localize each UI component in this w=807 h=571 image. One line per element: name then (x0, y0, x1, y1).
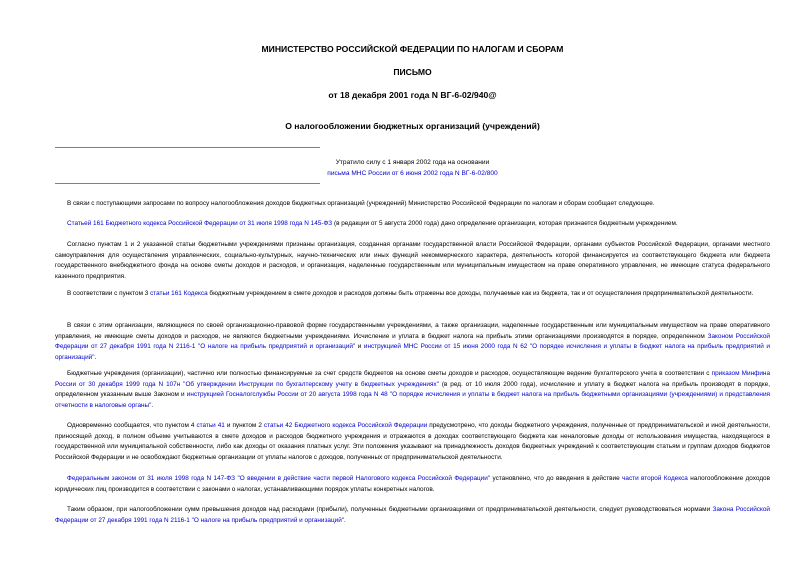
divider (55, 147, 320, 148)
law-link[interactable]: Федеральным законом от 31 июля 1998 года N 147-ФЗ "О введении в действие части первой Налогового кодекса Российской Федерации" (67, 475, 491, 482)
law-link[interactable]: статьи 41 (196, 422, 225, 429)
law-link[interactable]: инструкцией Госналогслужбы России от 20 августа 1998 года N 48 "О порядке исчисления и уплаты в бюджет налога на прибыль бюджетными организациями (учреждениями) и представления отчетности в налоговые органы" (55, 391, 770, 409)
document-subject: О налогообложении бюджетных организаций (учреждений) (285, 121, 540, 131)
paragraph-text: (в редакции от 5 августа 2000 года) дано определение организации, которая признается бюджетным учреждением. (332, 220, 678, 227)
status-note-link[interactable]: письма МНС России от 6 июня 2002 года N ВГ-6-02/800 (327, 170, 498, 177)
paragraph-text: налогообложение доходов юридических лиц производится в соответствии с законами о налогах, устанавливающими порядок уплаты конкретных налогов. (55, 475, 770, 493)
paragraph-2 (55, 219, 770, 230)
paragraph-text: Бюджетные учреждения (организации), частично или полностью финансируемые за счет средств бюджетов на основе сметы доходов и расходов, осуществляющие ведение бухгалтерского учета в соответствии с (67, 370, 712, 377)
document-date-number: от 18 декабря 2001 года N ВГ-6-02/940@ (328, 90, 497, 100)
paragraph-text: предусмотрено, что доходы бюджетного учреждения, полученные от предпринимательской и иной деятельности, приносящей доход, в полном объеме учитываются в смете доходов и расходов бюджетного учреждения и отражаются в доходах соответствующего бюджета как неналоговые доходы от использования имущества, находящегося в государственной или муниципальной собственности, либо как доходы от оказания платных услуг. Эти положения указывают на принадлежность доходов бюджетных учреждений к соответствующим статьям и группам доходов бюджетов Российской Федерации и не освобождают бюджетные организации от уплаты налогов с доходов, полученных от предпринимательской деятельности. (55, 422, 770, 461)
paragraph-text: установлено, что до введения в действие (490, 475, 623, 482)
paragraph-text: Одновременно сообщается, что пунктом 4 (67, 422, 197, 429)
law-link[interactable]: статьи 42 Бюджетного кодекса Российской Федерации (263, 422, 428, 429)
paragraph-text: и (355, 343, 364, 351)
paragraph-text: и пунктом 2 (224, 422, 264, 429)
divider (55, 183, 320, 184)
paragraph-text: (в ред. от 10 июля 2000 года), исчисление и уплату в бюджет налога на прибыль производят в порядке, определенном указанным выше Законом и (55, 380, 770, 399)
law-link[interactable]: Законом Российской Федерации от 27 декабря 1991 года N 2116-1 "О налоге на прибыль предприятий и организаций" (55, 332, 771, 351)
law-link[interactable]: статьи 161 Кодекса (150, 290, 208, 297)
paragraph-8 (55, 474, 770, 495)
ministry-heading: МИНИСТЕРСТВО РОССИЙСКОЙ ФЕДЕРАЦИИ ПО НАЛОГАМ И СБОРАМ (261, 44, 564, 54)
paragraph-4 (55, 289, 770, 300)
paragraph-3: Согласно пунктам 1 и 2 указанной статьи бюджетными учреждениями признаны организация, созданная органами государственной власти Российской Федерации, органами субъектов Российской Федерации, органами местного самоуправления для осуществления управленческих, социально-культурных, научно-технических или иных функций некоммерческого характера, деятельность которой финансируется из соответствующего бюджета или бюджета государственного внебюджетного фонда на основе сметы доходов и расходов, и организация, наделенные государственным или муниципальным имуществом на праве оперативного управления, не имеющие статуса федерального казенного предприятия. (55, 241, 770, 280)
paragraph-1: В связи с поступающими запросами по вопросу налогообложения доходов бюджетных организаций (учреждений) Министерство Российской Федерации по налогам и сборам сообщает следующее. (67, 200, 655, 207)
law-link[interactable]: части второй Кодекса (622, 475, 688, 482)
document-type: ПИСЬМО (393, 67, 432, 77)
paragraph-text: . (94, 353, 97, 361)
law-link[interactable]: Закона Российской Федерации от 27 декабря 1991 года N 2116-1 "О налоге на прибыль предприятий и организаций" (55, 506, 770, 524)
law-link[interactable]: инструкцией МНС России от 15 июня 2000 года N 62 "О порядке исчисления и уплаты в бюджет налога на прибыль предприятий и организаций" (55, 343, 770, 361)
status-note: Утратило силу с 1 января 2002 года на основании (335, 159, 490, 166)
paragraph-text: . (151, 401, 154, 409)
paragraph-7 (55, 421, 770, 463)
paragraph-text: В связи с этим организации, являющиеся по своей организационно-правовой форме государственными учреждениями, а также организации, наделенные государственным или муниципальным имуществом на праве оперативного управления, не имеющие сметы доходов и расходов, не являются бюджетными учреждениями. Исчисление и уплата в бюджет налога на прибыль этими организациями производятся в порядке, определенном (55, 322, 770, 340)
law-link[interactable]: Статьей 161 Бюджетного кодекса Российской Федерации от 31 июля 1998 года N 145-ФЗ (67, 220, 333, 227)
paragraph-6 (55, 369, 770, 411)
paragraph-9 (55, 505, 770, 526)
paragraph-5 (55, 321, 770, 363)
paragraph-text: . (344, 516, 346, 524)
paragraph-text: Таким образом, при налогообложении сумм превышения доходов над расходами (прибыли), полученных бюджетными организациями от предпринимательской деятельности, следует руководствоваться нормами (67, 506, 713, 513)
law-link[interactable]: приказом Минфина России от 30 декабря 1999 года N 107н "Об утверждении Инструкции по бухгалтерскому учету в бюджетных учреждениях" (55, 370, 771, 388)
paragraph-text: бюджетным учреждением в смете доходов и расходов должны быть отражены все доходы, получаемые как из бюджета, так и от осуществления предпринимательской деятельности. (207, 290, 754, 297)
paragraph-text: В соответствии с пунктом 3 (67, 290, 151, 297)
